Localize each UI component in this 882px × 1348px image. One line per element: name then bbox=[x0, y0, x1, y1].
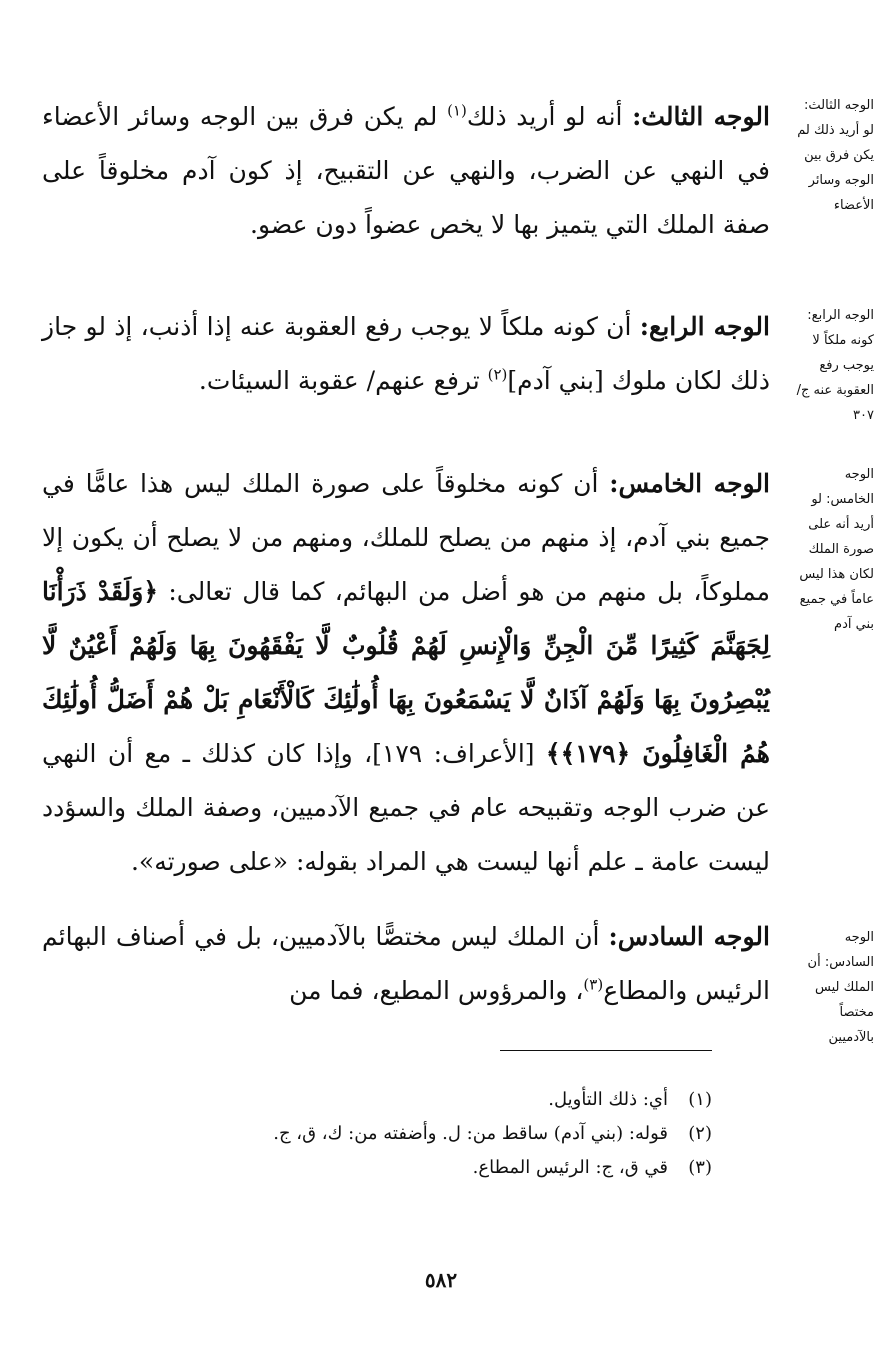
footnote-text: قي ق، ج: الرئيس المطاع. bbox=[472, 1157, 668, 1178]
footnote-ref: (٣) bbox=[583, 975, 604, 994]
margin-note-1: الوجه الثالث: لو أريد ذلك لم يكن فرق بين الوجه وسائر الأعضاء bbox=[797, 98, 874, 213]
paragraph-lead: الوجه الخامس: bbox=[609, 469, 771, 498]
paragraph-fifth-aspect bbox=[42, 457, 770, 889]
footnote-ref: (١) bbox=[447, 101, 467, 120]
quran-verse: ﴿وَلَقَدْ ذَرَأْنَا لِجَهَنَّمَ كَثِيرًا مِّنَ الْجِنِّ وَالْإِنسِ لَهُمْ قُلُوبٌ لَّا يَفْقَهُونَ بِهَا وَلَهُمْ أَعْيُنٌ لَّا يُبْصِرُونَ بِهَا وَلَهُمْ آذَانٌ لَّا يَسْمَعُونَ بِهَا أُولَٰئِكَ كَالْأَنْعَامِ بَلْ هُمْ أَضَلُّ أُولَٰئِكَ هُمُ الْغَافِلُونَ ﴿١٧٩﴾﴾ bbox=[42, 577, 770, 768]
paragraph-text: أن كونه مخلوقاً على صورة الملك ليس هذا عامًّا في جميع بني آدم، إذ منهم من يصلح للملك، ومنهم من لا يصلح أن يكون إلا مملوكاً، بل منهم من هو أضل من البهائم، كما قال تعالى: bbox=[42, 469, 770, 606]
paragraph-text: أن كونه ملكاً لا يوجب رفع العقوبة عنه إذا أذنب، إذ لو جاز ذلك لكان ملوك [بني آدم] bbox=[42, 312, 770, 395]
footnote-item bbox=[72, 1151, 712, 1185]
footnote-number: (٣) bbox=[688, 1157, 712, 1178]
paragraph-text: أنه لو أريد ذلك bbox=[466, 102, 633, 131]
footnote-number: (٢) bbox=[688, 1123, 712, 1144]
footnote-item bbox=[72, 1117, 712, 1151]
paragraph-text: ترفع عنهم/ عقوبة السيئات. bbox=[198, 366, 488, 395]
footnote-divider bbox=[500, 1050, 712, 1051]
paragraph-sixth-aspect bbox=[42, 910, 770, 1018]
footnote-text: أي: ذلك التأويل. bbox=[548, 1089, 668, 1110]
footnote-number: (١) bbox=[688, 1089, 712, 1110]
paragraph-lead: الوجه السادس: bbox=[608, 922, 770, 951]
page-number: ٥٨٢ bbox=[424, 1268, 458, 1292]
paragraph-lead: الوجه الثالث: bbox=[632, 102, 770, 131]
footnote-item bbox=[72, 1083, 712, 1117]
paragraph-text: [الأعراف: ١٧٩]، وإذا كان كذلك ـ مع أن النهي عن ضرب الوجه وتقبيحه عام في جميع الآدميين، وصفة الملك والسؤدد ليست عامة ـ علم أنها ليست هي المراد بقوله: «على صورته». bbox=[42, 739, 770, 876]
paragraph-text: أن الملك ليس مختصًّا بالآدميين، بل في أصناف البهائم الرئيس والمطاع bbox=[42, 922, 770, 1005]
footnote-ref: (٢) bbox=[487, 365, 508, 384]
footnote-text: قوله: (بني آدم) ساقط من: ل. وأضفته من: ك، ق، ج. bbox=[273, 1123, 668, 1144]
paragraph-lead: الوجه الرابع: bbox=[639, 312, 770, 341]
footnotes bbox=[72, 1083, 712, 1185]
paragraph-text: ، والمرؤوس المطيع، فما من bbox=[289, 976, 584, 1005]
paragraph-third-aspect bbox=[42, 90, 770, 252]
margin-note-3: الوجه الخامس: لو أريد أنه على صورة الملك لكان هذا ليس عاماً في جميع بني آدم bbox=[799, 467, 874, 632]
paragraph-text: لم يكن فرق بين الوجه وسائر الأعضاء في النهي عن الضرب، والنهي عن التقبيح، إذ كون آدم مخلوقاً على صفة الملك التي يتميز بها لا يخص عضواً دون عضو. bbox=[42, 102, 770, 239]
margin-note-4: الوجه السادس: أن الملك ليس مختصاً بالآدميين bbox=[807, 930, 874, 1045]
paragraph-fourth-aspect bbox=[42, 300, 770, 408]
margin-note-2: الوجه الرابع: كونه ملكاً لا يوجب رفع العقوبة عنه ج/٣٠٧ bbox=[796, 308, 874, 423]
